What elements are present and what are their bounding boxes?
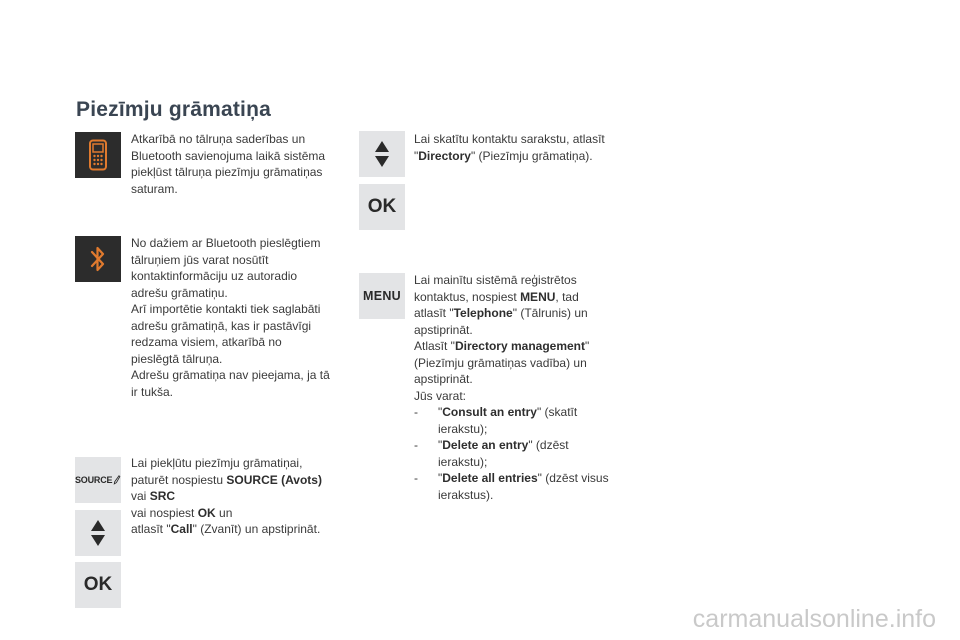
ok-label: OK xyxy=(83,574,113,595)
left-paragraph-2: No dažiem ar Bluetooth pieslēgtiem tālruņiem jūs varat nosūtīt kontaktinformāciju uz autoradio adrešu grāmatiņu. Arī importētie kontakti tiek saglabāti adrešu grāmatiņā, kas ir pastāvīgi redzama visiem, atkarībā no pieslēgtā tālruņa. Adrešu grāmatiņa nav pieejama, ja tā ir tukša. xyxy=(131,236,330,399)
up-down-buttons-right[interactable] xyxy=(359,131,405,177)
up-down-buttons[interactable] xyxy=(75,510,121,556)
left-paragraph-1: Atkarībā no tālruņa saderības un Bluetooth savienojuma laikā sistēma piekļūst tālruņa piezīmju grāmatiņas saturam. xyxy=(131,132,326,196)
ok-label: OK xyxy=(367,196,397,217)
bluetooth-icon xyxy=(88,244,108,274)
watermark: carmanualsonline.info xyxy=(692,605,936,633)
right-paragraph-1: Lai skatītu kontaktu sarakstu, atlasīt "Directory" (Piezīmju grāmatiņa). xyxy=(414,132,605,163)
ok-button-right[interactable] xyxy=(359,184,405,230)
list-item: - "Consult an entry" (skatīt ierakstu); xyxy=(414,405,578,436)
source-icon xyxy=(113,474,121,486)
up-arrow-icon[interactable] xyxy=(375,141,389,152)
source-label: SOURCE xyxy=(75,475,113,485)
phone-tile xyxy=(75,132,121,178)
right-paragraph-2: Lai mainītu sistēmā reģistrētos kontaktus, nospiest MENU, tad atlasīt "Telephone" (Tālrunis) un apstiprināt. Atlasīt "Directory management" (Piezīmju grāmatiņas vadība) un apstiprināt. Jūs varat: - "Consult an entry" (skatīt ierakstu); - "Delete an entry" (dzēst ierakstu); - "Delete all entries" (dzēst visus ierakstus). xyxy=(414,272,614,503)
list-item: - "Delete an entry" (dzēst ierakstu); xyxy=(414,438,569,469)
left-paragraph-3: Lai piekļūtu piezīmju grāmatiņai, paturēt nospiestu SOURCE (Avots) vai SRC vai nospiest OK un atlasīt "Call" (Zvanīt) un apstiprināt. xyxy=(131,456,322,536)
down-arrow-icon[interactable] xyxy=(375,156,389,167)
source-button[interactable] xyxy=(75,457,121,503)
phone-icon xyxy=(87,139,109,171)
ok-button-left[interactable] xyxy=(75,562,121,608)
list-item: - "Delete all entries" (dzēst visus ierakstus). xyxy=(414,471,609,502)
down-arrow-icon[interactable] xyxy=(91,535,105,546)
page-title: Piezīmju grāmatiņa xyxy=(76,98,271,121)
menu-button[interactable] xyxy=(359,273,405,319)
up-arrow-icon[interactable] xyxy=(91,520,105,531)
menu-label: MENU xyxy=(362,289,401,303)
bluetooth-tile xyxy=(75,236,121,282)
